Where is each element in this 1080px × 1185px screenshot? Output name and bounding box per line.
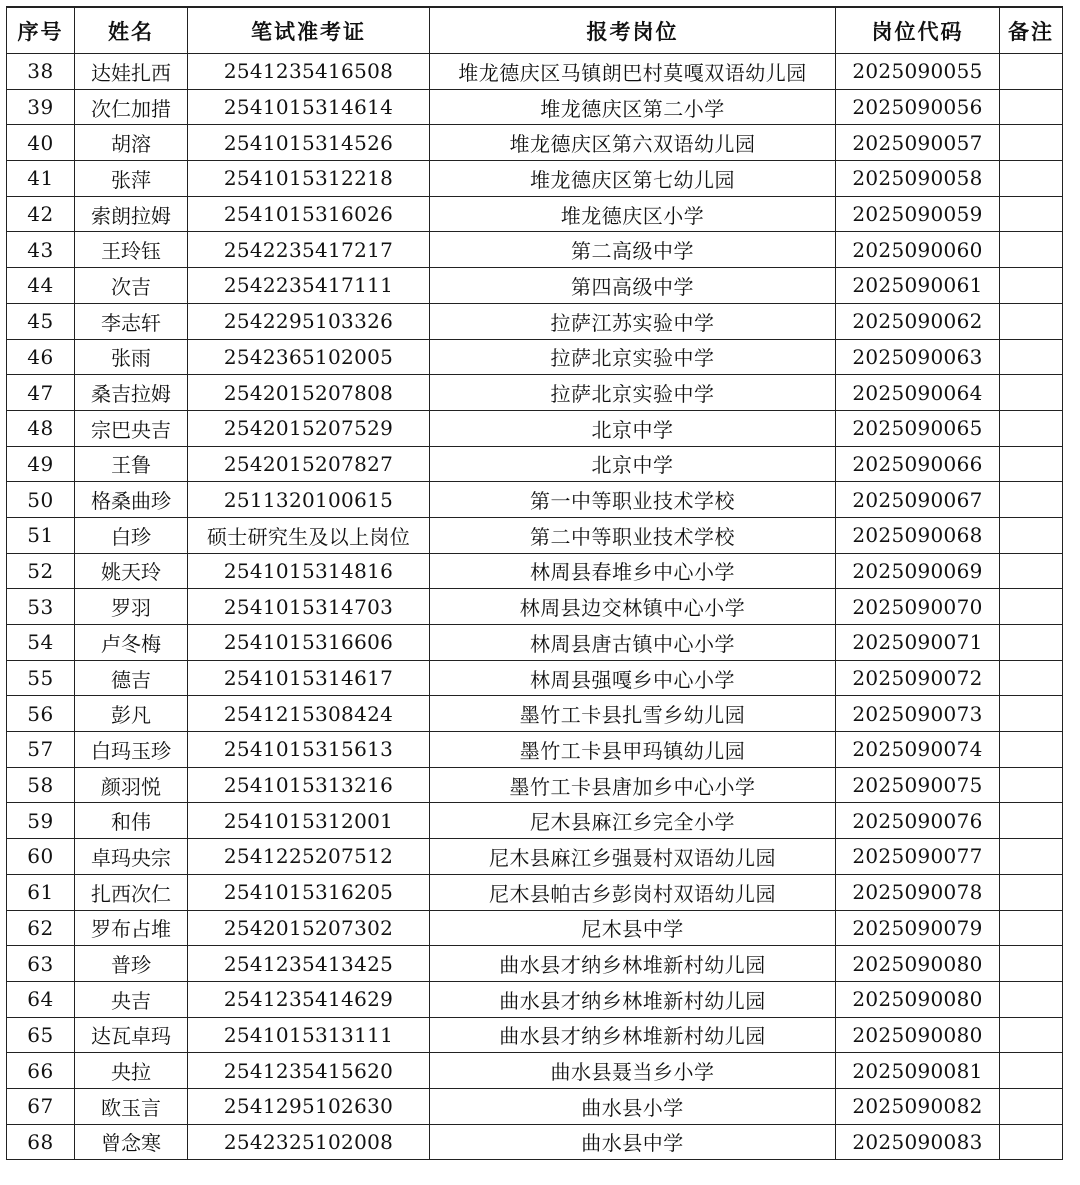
cell-exam-id: 2541015312218 — [188, 161, 430, 197]
table-row — [7, 125, 1063, 161]
cell-note — [1000, 268, 1063, 304]
cell-position: 林周县唐古镇中心小学 — [430, 625, 836, 661]
cell-code: 2025090067 — [836, 482, 1000, 518]
cell-seq: 47 — [7, 375, 75, 411]
table-row — [7, 196, 1063, 232]
table-row — [7, 410, 1063, 446]
table-row — [7, 1124, 1063, 1160]
table-row — [7, 517, 1063, 553]
cell-position: 北京中学 — [430, 446, 836, 482]
table-row — [7, 375, 1063, 411]
table-row — [7, 482, 1063, 518]
cell-exam-id: 2541015315613 — [188, 732, 430, 768]
cell-seq: 57 — [7, 732, 75, 768]
table-row — [7, 268, 1063, 304]
table-row — [7, 839, 1063, 875]
cell-code: 2025090068 — [836, 517, 1000, 553]
cell-position: 曲水县中学 — [430, 1124, 836, 1160]
cell-name: 彭凡 — [75, 696, 188, 732]
table-row — [7, 303, 1063, 339]
cell-code: 2025090062 — [836, 303, 1000, 339]
cell-exam-id: 2541235414629 — [188, 981, 430, 1017]
cell-name: 扎西次仁 — [75, 874, 188, 910]
cell-code: 2025090060 — [836, 232, 1000, 268]
cell-position: 第四高级中学 — [430, 268, 836, 304]
cell-code: 2025090074 — [836, 732, 1000, 768]
candidate-table — [6, 6, 1063, 1160]
cell-position: 拉萨北京实验中学 — [430, 339, 836, 375]
cell-name: 次吉 — [75, 268, 188, 304]
cell-exam-id: 硕士研究生及以上岗位 — [188, 517, 430, 553]
cell-seq: 67 — [7, 1088, 75, 1124]
cell-code: 2025090082 — [836, 1088, 1000, 1124]
table-row — [7, 446, 1063, 482]
cell-position: 第二中等职业技术学校 — [430, 517, 836, 553]
cell-exam-id: 2542015207302 — [188, 910, 430, 946]
cell-position: 堆龙德庆区第二小学 — [430, 89, 836, 125]
cell-code: 2025090055 — [836, 54, 1000, 90]
cell-code: 2025090075 — [836, 767, 1000, 803]
cell-seq: 68 — [7, 1124, 75, 1160]
table-row — [7, 874, 1063, 910]
cell-code: 2025090080 — [836, 946, 1000, 982]
cell-exam-id: 2541015314703 — [188, 589, 430, 625]
cell-code: 2025090072 — [836, 660, 1000, 696]
cell-position: 尼木县麻江乡完全小学 — [430, 803, 836, 839]
table-row — [7, 696, 1063, 732]
cell-code: 2025090079 — [836, 910, 1000, 946]
cell-position: 堆龙德庆区马镇朗巴村莫嘎双语幼儿园 — [430, 54, 836, 90]
cell-name: 央拉 — [75, 1053, 188, 1089]
cell-name: 索朗拉姆 — [75, 196, 188, 232]
cell-position: 墨竹工卡县唐加乡中心小学 — [430, 767, 836, 803]
cell-position: 墨竹工卡县甲玛镇幼儿园 — [430, 732, 836, 768]
cell-code: 2025090056 — [836, 89, 1000, 125]
cell-seq: 60 — [7, 839, 75, 875]
cell-seq: 51 — [7, 517, 75, 553]
cell-note — [1000, 375, 1063, 411]
cell-name: 和伟 — [75, 803, 188, 839]
cell-note — [1000, 553, 1063, 589]
cell-name: 达瓦卓玛 — [75, 1017, 188, 1053]
cell-name: 王鲁 — [75, 446, 188, 482]
cell-name: 德吉 — [75, 660, 188, 696]
cell-position: 尼木县麻江乡强聂村双语幼儿园 — [430, 839, 836, 875]
table-body — [7, 54, 1063, 1160]
cell-seq: 48 — [7, 410, 75, 446]
cell-position: 北京中学 — [430, 410, 836, 446]
cell-seq: 46 — [7, 339, 75, 375]
cell-code: 2025090080 — [836, 1017, 1000, 1053]
cell-note — [1000, 696, 1063, 732]
header-row — [7, 7, 1063, 54]
header-code: 岗位代码 — [836, 7, 1000, 54]
cell-exam-id: 2541235415620 — [188, 1053, 430, 1089]
cell-seq: 49 — [7, 446, 75, 482]
table-row — [7, 910, 1063, 946]
cell-note — [1000, 732, 1063, 768]
cell-note — [1000, 1088, 1063, 1124]
table-row — [7, 54, 1063, 90]
cell-exam-id: 2541015316205 — [188, 874, 430, 910]
cell-code: 2025090077 — [836, 839, 1000, 875]
cell-name: 胡溶 — [75, 125, 188, 161]
cell-exam-id: 2542015207529 — [188, 410, 430, 446]
cell-position: 林周县春堆乡中心小学 — [430, 553, 836, 589]
cell-note — [1000, 910, 1063, 946]
cell-note — [1000, 446, 1063, 482]
cell-note — [1000, 803, 1063, 839]
cell-position: 林周县边交林镇中心小学 — [430, 589, 836, 625]
table-row — [7, 232, 1063, 268]
cell-position: 曲水县才纳乡林堆新村幼儿园 — [430, 1017, 836, 1053]
table-row — [7, 339, 1063, 375]
cell-seq: 58 — [7, 767, 75, 803]
cell-exam-id: 2541015314617 — [188, 660, 430, 696]
cell-position: 堆龙德庆区小学 — [430, 196, 836, 232]
cell-code: 2025090070 — [836, 589, 1000, 625]
cell-note — [1000, 660, 1063, 696]
cell-note — [1000, 161, 1063, 197]
cell-note — [1000, 589, 1063, 625]
cell-code: 2025090073 — [836, 696, 1000, 732]
cell-note — [1000, 410, 1063, 446]
cell-code: 2025090071 — [836, 625, 1000, 661]
cell-name: 颜羽悦 — [75, 767, 188, 803]
cell-name: 普珍 — [75, 946, 188, 982]
cell-name: 卓玛央宗 — [75, 839, 188, 875]
cell-seq: 42 — [7, 196, 75, 232]
cell-code: 2025090063 — [836, 339, 1000, 375]
cell-exam-id: 2542325102008 — [188, 1124, 430, 1160]
cell-position: 拉萨北京实验中学 — [430, 375, 836, 411]
cell-note — [1000, 839, 1063, 875]
cell-exam-id: 2541015316026 — [188, 196, 430, 232]
cell-seq: 61 — [7, 874, 75, 910]
table-row — [7, 1017, 1063, 1053]
cell-note — [1000, 482, 1063, 518]
cell-seq: 41 — [7, 161, 75, 197]
table-row — [7, 660, 1063, 696]
cell-code: 2025090078 — [836, 874, 1000, 910]
cell-name: 宗巴央吉 — [75, 410, 188, 446]
cell-exam-id: 2541015314526 — [188, 125, 430, 161]
table-row — [7, 589, 1063, 625]
cell-position: 尼木县帕古乡彭岗村双语幼儿园 — [430, 874, 836, 910]
cell-note — [1000, 625, 1063, 661]
header-exam-id: 笔试准考证 — [188, 7, 430, 54]
cell-exam-id: 2542015207808 — [188, 375, 430, 411]
cell-position: 曲水县才纳乡林堆新村幼儿园 — [430, 981, 836, 1017]
cell-position: 第二高级中学 — [430, 232, 836, 268]
cell-note — [1000, 1124, 1063, 1160]
cell-note — [1000, 946, 1063, 982]
cell-seq: 44 — [7, 268, 75, 304]
cell-position: 第一中等职业技术学校 — [430, 482, 836, 518]
table-row — [7, 89, 1063, 125]
cell-note — [1000, 89, 1063, 125]
cell-name: 格桑曲珍 — [75, 482, 188, 518]
cell-position: 林周县强嘎乡中心小学 — [430, 660, 836, 696]
cell-code: 2025090066 — [836, 446, 1000, 482]
cell-seq: 39 — [7, 89, 75, 125]
cell-name: 白珍 — [75, 517, 188, 553]
cell-position: 拉萨江苏实验中学 — [430, 303, 836, 339]
cell-note — [1000, 1017, 1063, 1053]
table-row — [7, 946, 1063, 982]
cell-name: 次仁加措 — [75, 89, 188, 125]
cell-note — [1000, 1053, 1063, 1089]
cell-name: 桑吉拉姆 — [75, 375, 188, 411]
cell-seq: 38 — [7, 54, 75, 90]
cell-name: 欧玉言 — [75, 1088, 188, 1124]
cell-seq: 53 — [7, 589, 75, 625]
cell-seq: 63 — [7, 946, 75, 982]
cell-code: 2025090065 — [836, 410, 1000, 446]
cell-exam-id: 2541015314816 — [188, 553, 430, 589]
cell-exam-id: 2541225207512 — [188, 839, 430, 875]
cell-code: 2025090061 — [836, 268, 1000, 304]
cell-seq: 65 — [7, 1017, 75, 1053]
table-row — [7, 625, 1063, 661]
cell-code: 2025090058 — [836, 161, 1000, 197]
cell-name: 央吉 — [75, 981, 188, 1017]
cell-position: 尼木县中学 — [430, 910, 836, 946]
cell-seq: 62 — [7, 910, 75, 946]
cell-position: 墨竹工卡县扎雪乡幼儿园 — [430, 696, 836, 732]
cell-seq: 45 — [7, 303, 75, 339]
cell-exam-id: 2541015313111 — [188, 1017, 430, 1053]
table-row — [7, 732, 1063, 768]
cell-exam-id: 2511320100615 — [188, 482, 430, 518]
cell-exam-id: 2541015314614 — [188, 89, 430, 125]
cell-note — [1000, 196, 1063, 232]
cell-name: 姚天玲 — [75, 553, 188, 589]
cell-name: 白玛玉珍 — [75, 732, 188, 768]
cell-note — [1000, 517, 1063, 553]
cell-seq: 64 — [7, 981, 75, 1017]
table-header — [7, 7, 1063, 54]
cell-code: 2025090069 — [836, 553, 1000, 589]
cell-code: 2025090064 — [836, 375, 1000, 411]
cell-exam-id: 2541295102630 — [188, 1088, 430, 1124]
table-row — [7, 767, 1063, 803]
cell-code: 2025090076 — [836, 803, 1000, 839]
cell-exam-id: 2541235413425 — [188, 946, 430, 982]
header-seq: 序号 — [7, 7, 75, 54]
cell-code: 2025090059 — [836, 196, 1000, 232]
header-note: 备注 — [1000, 7, 1063, 54]
header-name: 姓名 — [75, 7, 188, 54]
cell-seq: 56 — [7, 696, 75, 732]
cell-position: 曲水县才纳乡林堆新村幼儿园 — [430, 946, 836, 982]
cell-note — [1000, 303, 1063, 339]
cell-seq: 55 — [7, 660, 75, 696]
cell-exam-id: 2541215308424 — [188, 696, 430, 732]
cell-position: 堆龙德庆区第七幼儿园 — [430, 161, 836, 197]
table-row — [7, 1053, 1063, 1089]
cell-position: 堆龙德庆区第六双语幼儿园 — [430, 125, 836, 161]
cell-exam-id: 2542015207827 — [188, 446, 430, 482]
cell-seq: 40 — [7, 125, 75, 161]
cell-note — [1000, 125, 1063, 161]
cell-name: 张雨 — [75, 339, 188, 375]
table-row — [7, 553, 1063, 589]
cell-name: 罗羽 — [75, 589, 188, 625]
cell-name: 李志轩 — [75, 303, 188, 339]
cell-note — [1000, 339, 1063, 375]
cell-exam-id: 2542365102005 — [188, 339, 430, 375]
cell-name: 张萍 — [75, 161, 188, 197]
cell-seq: 66 — [7, 1053, 75, 1089]
cell-exam-id: 2541015316606 — [188, 625, 430, 661]
cell-name: 罗布占堆 — [75, 910, 188, 946]
cell-note — [1000, 54, 1063, 90]
cell-code: 2025090081 — [836, 1053, 1000, 1089]
cell-code: 2025090083 — [836, 1124, 1000, 1160]
table-row — [7, 161, 1063, 197]
table-row — [7, 1088, 1063, 1124]
table-row — [7, 981, 1063, 1017]
cell-exam-id: 2542295103326 — [188, 303, 430, 339]
cell-name: 达娃扎西 — [75, 54, 188, 90]
cell-exam-id: 2541235416508 — [188, 54, 430, 90]
cell-note — [1000, 767, 1063, 803]
cell-code: 2025090080 — [836, 981, 1000, 1017]
cell-code: 2025090057 — [836, 125, 1000, 161]
cell-seq: 50 — [7, 482, 75, 518]
cell-seq: 43 — [7, 232, 75, 268]
cell-exam-id: 2542235417111 — [188, 268, 430, 304]
cell-seq: 59 — [7, 803, 75, 839]
cell-note — [1000, 981, 1063, 1017]
cell-note — [1000, 874, 1063, 910]
cell-name: 卢冬梅 — [75, 625, 188, 661]
cell-name: 王玲钰 — [75, 232, 188, 268]
header-position: 报考岗位 — [430, 7, 836, 54]
cell-name: 曾念寒 — [75, 1124, 188, 1160]
table-row — [7, 803, 1063, 839]
cell-exam-id: 2541015312001 — [188, 803, 430, 839]
cell-position: 曲水县小学 — [430, 1088, 836, 1124]
cell-seq: 54 — [7, 625, 75, 661]
cell-note — [1000, 232, 1063, 268]
cell-seq: 52 — [7, 553, 75, 589]
cell-exam-id: 2542235417217 — [188, 232, 430, 268]
cell-position: 曲水县聂当乡小学 — [430, 1053, 836, 1089]
cell-exam-id: 2541015313216 — [188, 767, 430, 803]
